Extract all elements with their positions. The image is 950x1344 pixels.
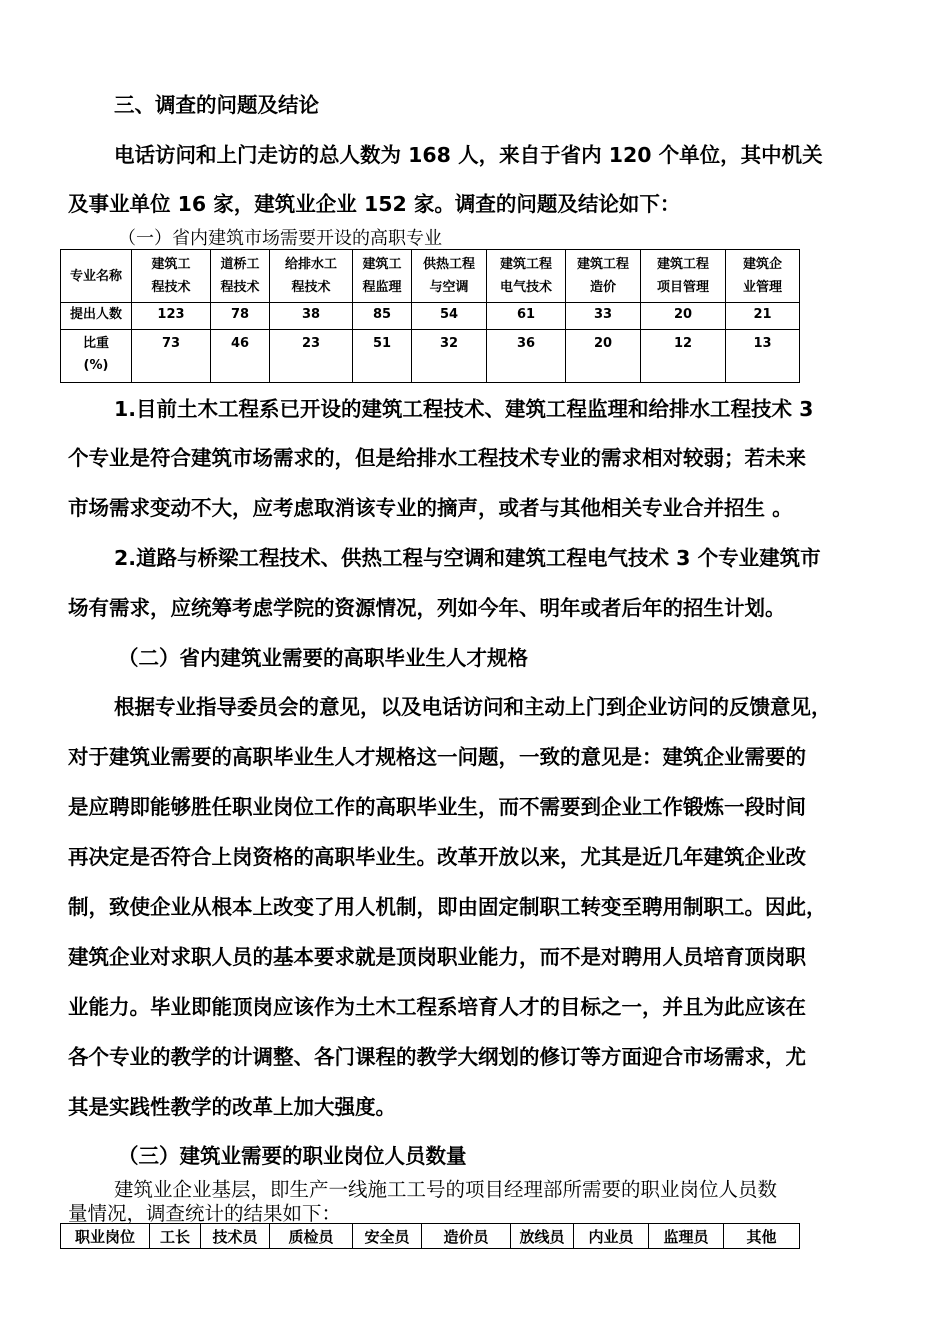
table-header-cell: 工长: [150, 1224, 201, 1249]
subsection-3-title: （三）建筑业需要的职业岗位人员数量: [118, 1144, 467, 1168]
para2-line-1: 根据专业指导委员会的意见，以及电话访问和主动上门到企业访问的反馈意见，: [114, 695, 832, 719]
conclusion-1-line-3: 市场需求变动不大，应考虑取消该专业的摘声，或者与其他相关专业合并招生 。: [68, 496, 793, 520]
para2-line-8: 各个专业的教学的计调整、各门课程的教学大纲划的修订等方面迎合市场需求，尤: [68, 1045, 806, 1069]
table-cell: 21: [726, 303, 800, 330]
table-cell: 道桥工 程技术: [211, 250, 270, 303]
table-cell: 38: [270, 303, 353, 330]
table-cell: 20: [566, 330, 641, 383]
table-row-label: 专业名称: [61, 250, 132, 303]
table-header-cell: 技术员: [201, 1224, 270, 1249]
table-header-cell: 安全员: [353, 1224, 422, 1249]
table-row: [61, 303, 800, 330]
table-cell: 给排水工 程技术: [270, 250, 353, 303]
subsection-2-title: （二）省内建筑业需要的高职毕业生人才规格: [118, 646, 528, 670]
table-cell: 建筑工程 项目管理: [641, 250, 726, 303]
conclusion-2-line-2: 场有需求，应统筹考虑学院的资源情况，列如今年、明年或者后年的招生计划。: [68, 596, 786, 620]
table-header-cell: 职业岗位: [61, 1224, 150, 1249]
table-cell: 建筑工程 电气技术: [487, 250, 566, 303]
conclusion-1-line-1: 1.目前土木工程系已开设的建筑工程技术、建筑工程监理和给排水工程技术 3: [114, 397, 814, 421]
conclusion-2-line-1: 2.道路与桥梁工程技术、供热工程与空调和建筑工程电气技术 3 个专业建筑市: [114, 546, 821, 570]
table-header-cell: 造价员: [422, 1224, 511, 1249]
table-row: [61, 1224, 800, 1249]
table-cell: 建筑企 业管理: [726, 250, 800, 303]
table-header-cell: 质检员: [270, 1224, 353, 1249]
para2-line-9: 其是实践性教学的改革上加大强度。: [68, 1095, 396, 1119]
table-cell: 建筑工 程监理: [353, 250, 412, 303]
para2-line-5: 制，致使企业从根本上改变了用人机制，即由固定制职工转变至聘用制职工。因此，: [68, 895, 827, 919]
table-row-label: 比重 (%): [61, 330, 132, 383]
table-cell: 73: [132, 330, 211, 383]
table-cell: 33: [566, 303, 641, 330]
table-cell: 46: [211, 330, 270, 383]
table-cell: 32: [412, 330, 487, 383]
table-cell: 23: [270, 330, 353, 383]
table-cell: 12: [641, 330, 726, 383]
table-header-cell: 其他: [724, 1224, 800, 1249]
table-header-cell: 内业员: [574, 1224, 649, 1249]
intro-line-1: 电话访问和上门走访的总人数为 168 人，来自于省内 120 个单位，其中机关: [114, 143, 823, 167]
conclusion-1-line-2: 个专业是符合建筑市场需求的，但是给排水工程技术专业的需求相对较弱；若未来: [68, 446, 806, 470]
section-heading: 三、调查的问题及结论: [114, 93, 319, 117]
para2-line-4: 再决定是否符合上岗资格的高职毕业生。改革开放以来，尤其是近几年建筑企业改: [68, 845, 806, 869]
para2-line-6: 建筑企业对求职人员的基本要求就是顶岗职业能力，而不是对聘用人员培育顶岗职: [68, 945, 806, 969]
table-cell: 123: [132, 303, 211, 330]
subsection-1-title: （一）省内建筑市场需要开设的高职专业: [118, 228, 442, 249]
table-row-label: 提出人数: [61, 303, 132, 330]
table-cell: 20: [641, 303, 726, 330]
table-cell: 供热工程 与空调: [412, 250, 487, 303]
table-cell: 78: [211, 303, 270, 330]
para3-line-1: 建筑业企业基层，即生产一线施工工号的项目经理部所需要的职业岗位人员数: [114, 1178, 778, 1201]
table-cell: 13: [726, 330, 800, 383]
majors-demand-table: [60, 249, 800, 383]
table-cell: 36: [487, 330, 566, 383]
table-cell: 54: [412, 303, 487, 330]
table-cell: 85: [353, 303, 412, 330]
table-cell: 建筑工 程技术: [132, 250, 211, 303]
para2-line-2: 对于建筑业需要的高职毕业生人才规格这一问题，一致的意见是：建筑企业需要的: [68, 745, 806, 769]
para2-line-3: 是应聘即能够胜任职业岗位工作的高职毕业生，而不需要到企业工作锻炼一段时间: [68, 795, 806, 819]
table-cell: 61: [487, 303, 566, 330]
table-cell: 51: [353, 330, 412, 383]
intro-line-2: 及事业单位 16 家，建筑业企业 152 家。调查的问题及结论如下：: [68, 192, 681, 216]
table-cell: 建筑工程 造价: [566, 250, 641, 303]
job-positions-table: [60, 1223, 800, 1249]
table-header-cell: 监理员: [649, 1224, 724, 1249]
para3-line-2: 量情况，调查统计的结果如下：: [68, 1202, 342, 1225]
table-row: [61, 330, 800, 383]
table-row: [61, 250, 800, 303]
table-header-cell: 放线员: [511, 1224, 574, 1249]
para2-line-7: 业能力。毕业即能顶岗应该作为土木工程系培育人才的目标之一，并且为此应该在: [68, 995, 806, 1019]
